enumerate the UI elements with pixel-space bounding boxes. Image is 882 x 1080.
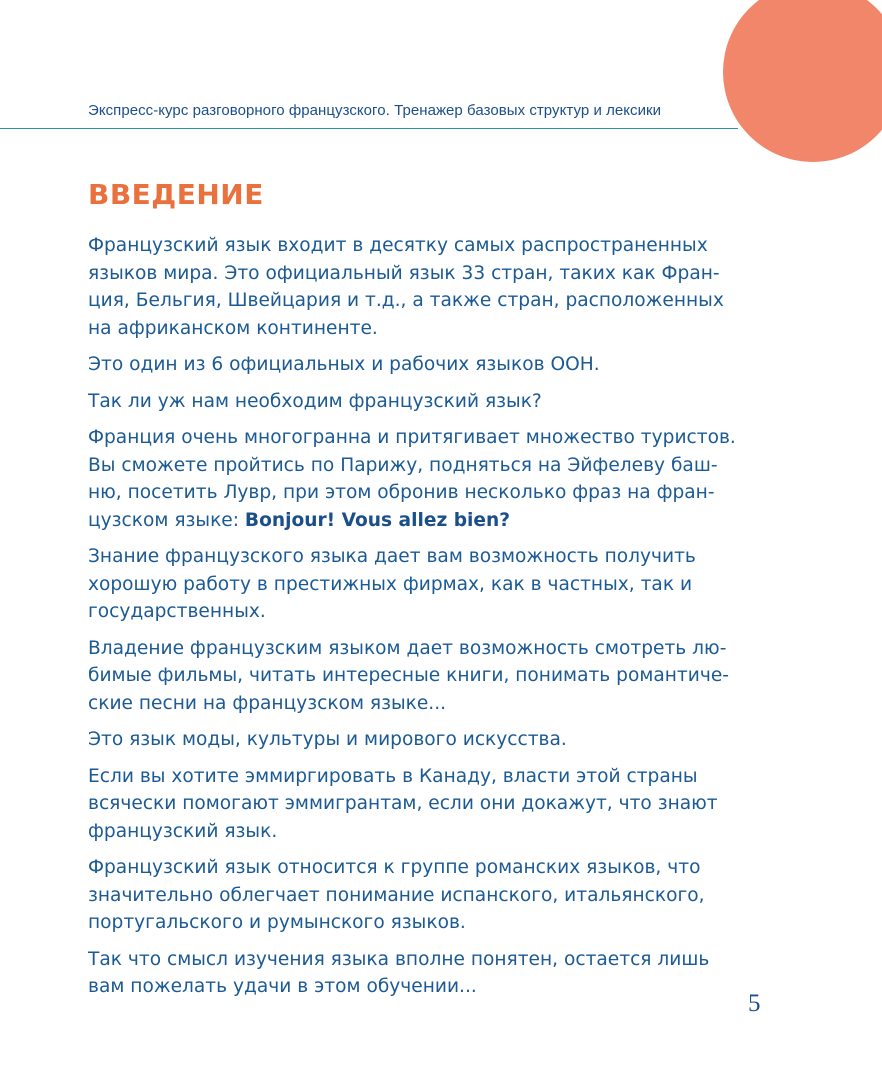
text-line: на африканском континенте. <box>88 317 378 339</box>
text-line: Это один из 6 официальных и рабочих языков ООН. <box>88 354 600 375</box>
text-line: Вы сможете пройтись по Парижу, подняться на Эйфелеву баш- <box>88 454 718 476</box>
paragraph <box>88 946 768 1001</box>
running-header: Экспресс-курс разговорного французского. Тренажер базовых структур и лексики <box>88 102 662 119</box>
text-line: португальского и румынского языков. <box>88 912 466 933</box>
french-phrase: Bonjour! Vous allez bien? <box>244 509 511 531</box>
paragraph <box>88 543 768 626</box>
text-line: языков мира. Это официальный язык 33 стран, таких как Фран- <box>88 262 720 284</box>
body-text <box>88 232 768 1010</box>
text-line: ские песни на французском языке... <box>88 692 447 714</box>
text-line: Это язык моды, культуры и мирового искусства. <box>88 729 567 750</box>
text-fragment: цузском языке: <box>88 509 245 531</box>
text-line: Французский язык входит в десятку самых распространенных <box>88 235 708 256</box>
text-line: ню, посетить Лувр, при этом обронив несколько фраз на фран- <box>88 482 715 503</box>
text-line: французский язык. <box>88 820 278 842</box>
paragraph <box>88 635 768 718</box>
text-line: Знание французского языка дает вам возможность получить <box>88 546 696 567</box>
paragraph <box>88 388 768 416</box>
paragraph <box>88 424 768 534</box>
text-line: Так что смысл изучения языка вполне понятен, остается лишь <box>88 948 710 970</box>
text-line: хорошую работу в престижных фирмах, как в частных, так и <box>88 573 693 595</box>
text-line: Если вы хотите эммиргировать в Канаду, власти этой страны <box>88 765 698 787</box>
decorative-circle <box>723 0 882 162</box>
paragraph <box>88 351 768 379</box>
page-number: 5 <box>748 990 761 1017</box>
chapter-title: ВВЕДЕНИЕ <box>88 178 264 211</box>
text-line: всячески помогают эммигрантам, если они докажут, что знают <box>88 793 718 814</box>
text-line: бимые фильмы, читать интересные книги, понимать романтиче- <box>88 665 729 686</box>
text-line: значительно облегчает понимание испанского, итальянского, <box>88 884 705 906</box>
text-line: Владение французским языком дает возможность смотреть лю- <box>88 637 727 659</box>
paragraph <box>88 854 768 937</box>
text-line: государственных. <box>88 601 266 622</box>
text-line: Франция очень многогранна и притягивает множество туристов. <box>88 427 736 448</box>
text-line: вам пожелать удачи в этом обучении... <box>88 976 477 997</box>
text-line: Так ли уж нам необходим французский язык? <box>88 390 542 412</box>
text-line: Французский язык относится к группе романских языков, что <box>88 857 701 878</box>
paragraph <box>88 726 768 754</box>
text-line: ция, Бельгия, Швейцария и т.д., а также стран, расположенных <box>88 290 724 311</box>
paragraph <box>88 763 768 846</box>
paragraph <box>88 232 768 342</box>
header-divider <box>0 128 738 129</box>
text-line <box>88 507 768 535</box>
